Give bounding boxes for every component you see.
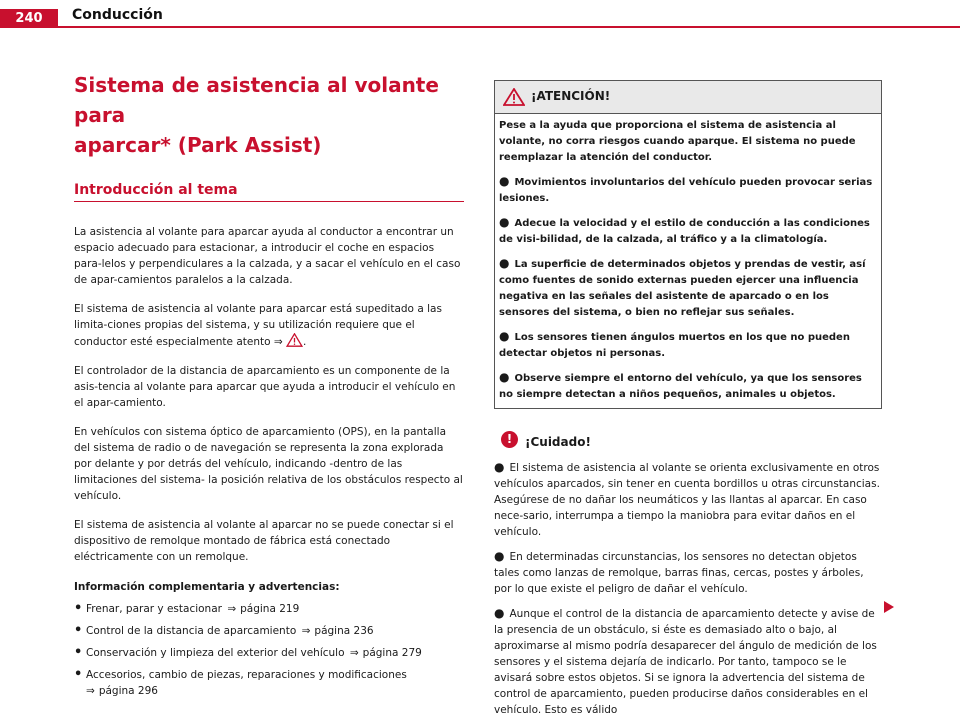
attention-paragraph: El sistema de asistencia al volante para aparcar está supeditado a las limita-ciones propias del sistema, y su utilización requiere que el conductor esté especialmente atento ⇒ . [74, 303, 442, 348]
page-link[interactable]: página 236 [314, 625, 374, 637]
intro-paragraph: La asistencia al volante para aparcar ayuda al conductor a encontrar un espacio adecuado para estacionar, a introducir el coche en espacios para-lelos y perpendiculares a la calzada, y a sacar el vehículo en el caso de apar-camientos paralelos a la calzada. [74, 226, 461, 286]
caution-item [494, 459, 882, 540]
warning-body [495, 114, 881, 408]
bullet-icon: ● [499, 174, 510, 188]
warning-item [499, 173, 877, 207]
caution-item [494, 548, 882, 597]
caution-item-text: Aunque el control de la distancia de aparcamiento detecte y avise de la presencia de un obstáculo, si éste es demasiado alto o bajo, al aproximarse al mismo podría desaparecer del ángulo de medición de los sensores y el sistema dejaría de indicarlo. Por tanto, tampoco se le avisará sobre estos objetos. Si se ignora la advertencia del sistema de control de aparcamiento, pueden producirse daños considerables en el vehículo. Esto es válido [494, 608, 877, 716]
warning-item-text: Adecue la velocidad y el estilo de conducción a las condiciones de visi-bilidad, de la calzada, al tráfico y a la climatología. [499, 218, 870, 245]
reference-text: Control de la distancia de aparcamiento [86, 625, 297, 637]
warning-triangle-icon [503, 88, 525, 106]
warning-item [499, 255, 877, 321]
warning-box [494, 80, 882, 409]
warning-triangle-icon[interactable] [286, 333, 303, 347]
page-title [74, 70, 464, 160]
trailer-paragraph: El sistema de asistencia al volante al aparcar no se puede conectar si el dispositivo de remolque montado de fábrica está conectado eléctricamente con un remolque. [74, 519, 454, 563]
warning-item-text: La superficie de determinados objetos y prendas de vestir, así como fuentes de sonido externas pueden ejercer una influencia negativa en las señales del asistente de aparcado o en los sensores del sistema, o bien no reflejar sus señales. [499, 259, 866, 318]
bullet-icon: ● [499, 370, 510, 384]
bullet-icon: ● [499, 329, 510, 343]
reference-list [74, 601, 464, 699]
left-column [74, 70, 464, 705]
bullet-icon: ● [499, 215, 510, 229]
warning-item [499, 328, 877, 362]
bullet-icon: ● [494, 606, 505, 620]
info-heading: Información complementaria y advertencias: [74, 581, 340, 593]
ops-paragraph: En vehículos con sistema óptico de aparcamiento (OPS), en la pantalla del sistema de radio o de navegación se representa la zona explorada por delante y por detrás del vehículo, indicando -dentro de las limitaciones del sistema- la posición relativa de los obstáculos respecto al vehículo. [74, 426, 463, 502]
warning-header [495, 81, 881, 114]
distance-control-paragraph: El controlador de la distancia de aparcamiento es un componente de la asis-tencia al volante para aparcar que ayuda a introducir el vehículo en el apar-camiento. [74, 365, 456, 409]
warning-label: ¡ATENCIÓN! [531, 89, 611, 103]
attention-paragraph-text: El sistema de asistencia al volante para aparcar está supeditado a las limita-ciones propias del sistema, y su utilización requiere que el conductor esté especialmente atento [74, 303, 442, 348]
warning-intro: Pese a la ayuda que proporciona el sistema de asistencia al volante, no corra riesgos cuando aparque. El sistema no puede reemplazar la atención del conductor. [499, 120, 856, 163]
continue-arrow-icon[interactable] [884, 601, 894, 613]
header-rule [58, 26, 960, 28]
reference-text: Accesorios, cambio de piezas, reparaciones y modificaciones [86, 669, 407, 681]
list-item [74, 645, 464, 661]
warning-item-text: Los sensores tienen ángulos muertos en los que no pueden detectar objetos ni personas. [499, 332, 850, 359]
arrow-icon: ⇒ [86, 685, 95, 697]
warning-item [499, 369, 877, 403]
page-header [0, 0, 960, 28]
page-number: 240 [0, 9, 58, 28]
caution-item-text: El sistema de asistencia al volante se orienta exclusivamente en otros vehículos aparcados, sin tener en cuenta bordillos u otras circunstancias. Asegúrese de no dañar los neumáticos y las llantas al aparcar. En caso nece-sario, interrumpa a tiempo la maniobra para evitar daños en el vehículo. [494, 462, 880, 538]
bullet-icon: ● [494, 460, 505, 474]
right-column [494, 80, 882, 718]
list-item [74, 601, 464, 617]
list-item [74, 623, 464, 639]
reference-text: Conservación y limpieza del exterior del vehículo [86, 647, 345, 659]
caution-exclamation-icon: ! [501, 431, 518, 448]
caution-item [494, 605, 882, 718]
section-title: Conducción [72, 7, 163, 23]
page-title-line-2: aparcar* (Park Assist) [74, 133, 322, 157]
arrow-icon: ⇒ [273, 336, 283, 348]
page-link[interactable]: página 296 [98, 685, 158, 697]
caution-label: ¡Cuidado! [525, 435, 591, 449]
page-link[interactable]: página 279 [362, 647, 422, 659]
caution-item-text: En determinadas circunstancias, los sensores no detectan objetos tales como lanzas de remolque, barras finas, cercas, postes y árboles, por lo que existe el peligro de dañar el vehículo. [494, 551, 864, 595]
warning-item-text: Observe siempre el entorno del vehículo, ya que los sensores no siempre detectan a niños pequeños, animales u objetos. [499, 373, 862, 400]
section-subtitle: Introducción al tema [74, 182, 464, 202]
arrow-icon: ⇒ [301, 625, 311, 637]
page-link[interactable]: página 219 [240, 603, 300, 615]
bullet-icon: ● [499, 256, 510, 270]
page-title-line-1: Sistema de asistencia al volante para [74, 73, 439, 127]
caution-header [494, 431, 882, 455]
reference-text: Frenar, parar y estacionar [86, 603, 222, 615]
warning-item [499, 214, 877, 248]
list-item [74, 667, 464, 699]
arrow-icon: ⇒ [349, 647, 359, 659]
bullet-icon: ● [494, 549, 505, 563]
warning-item-text: Movimientos involuntarios del vehículo pueden provocar serias lesiones. [499, 177, 873, 204]
arrow-icon: ⇒ [227, 603, 237, 615]
